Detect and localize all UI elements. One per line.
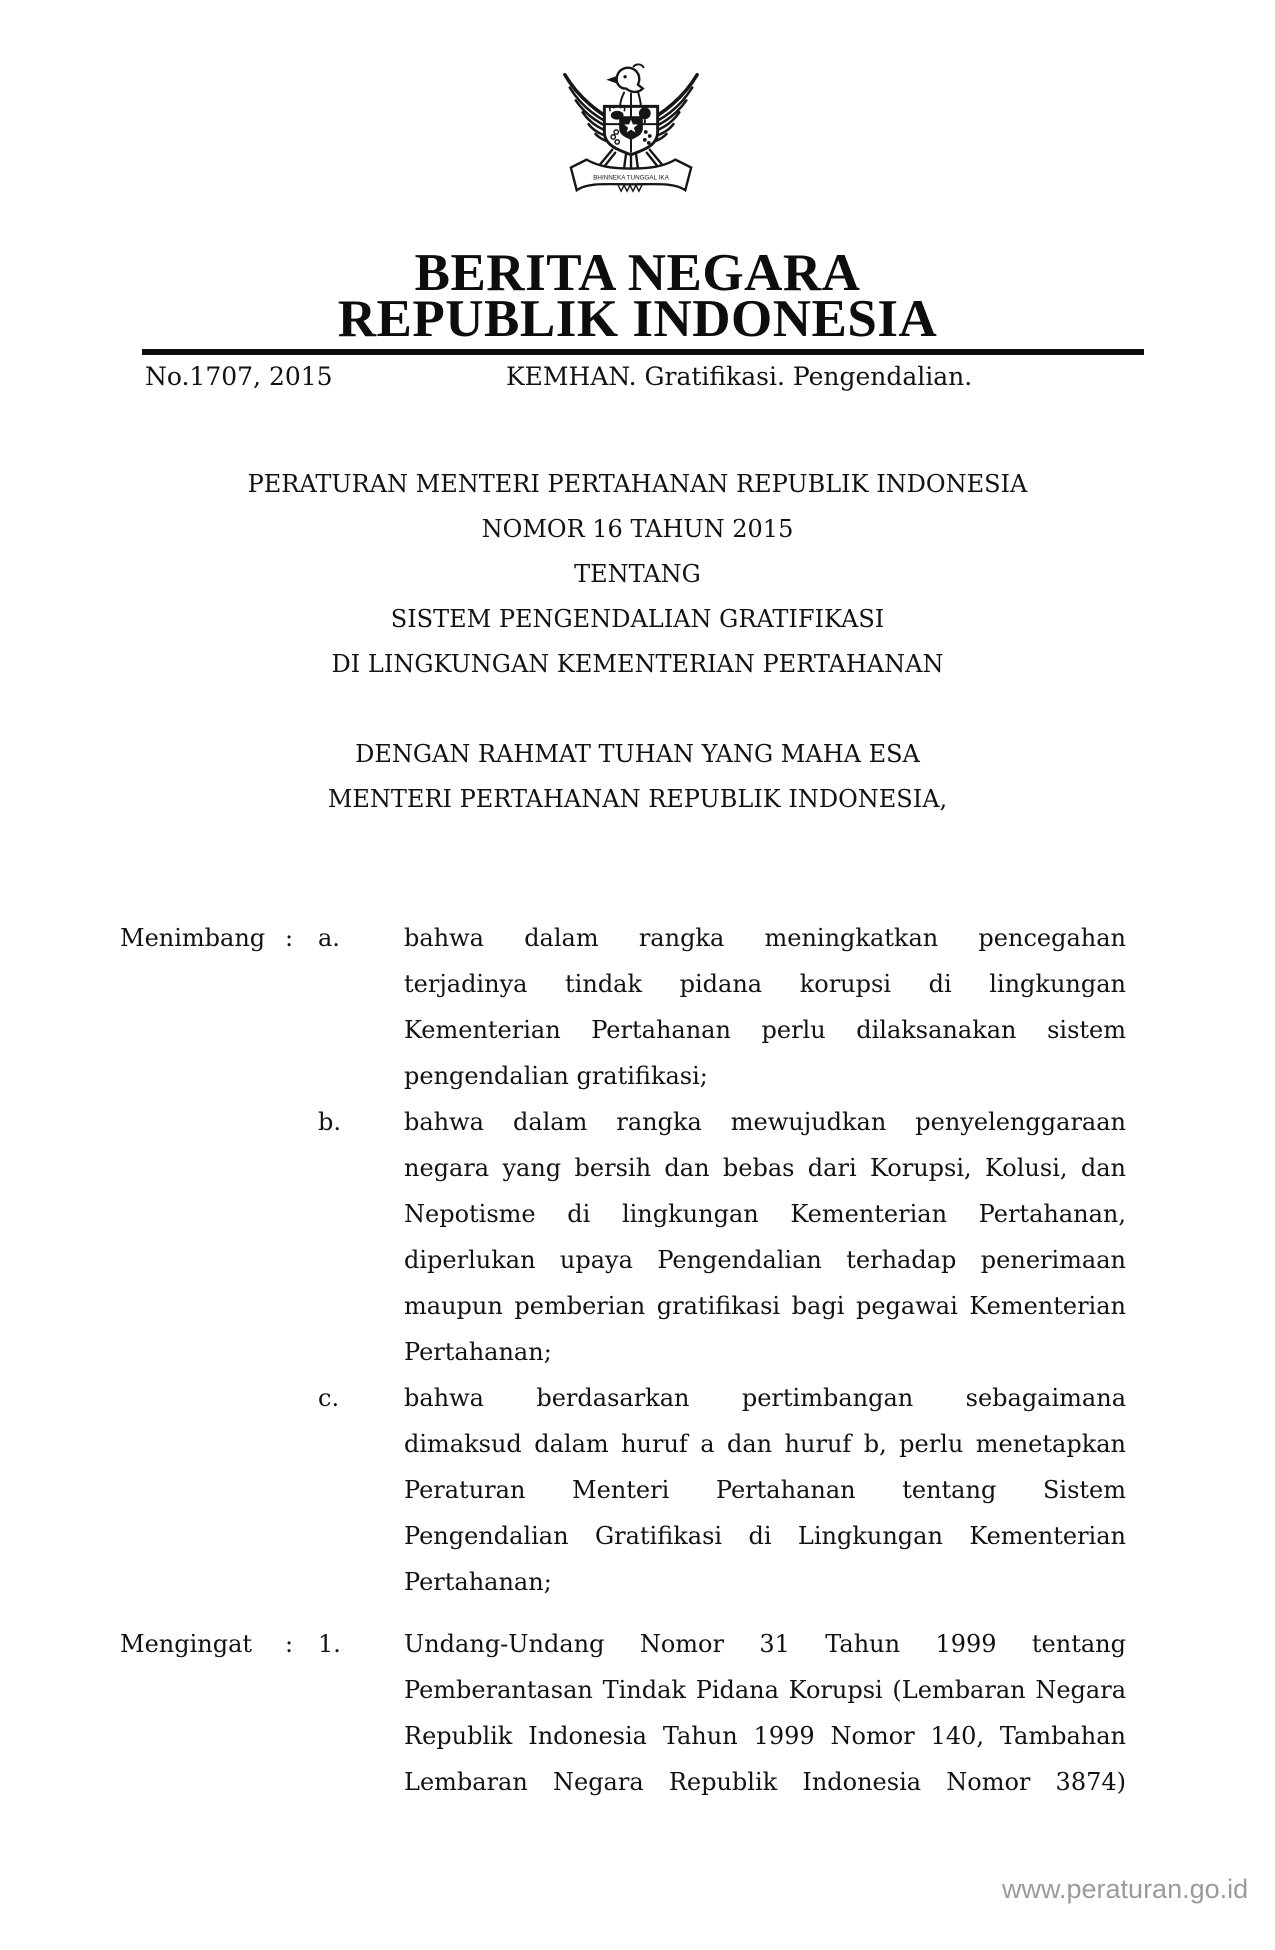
text-line: Pemberantasan Tindak Pidana Korupsi (Lembaran Negara — [404, 1676, 1126, 1704]
item-marker-b: b. — [318, 1108, 341, 1136]
text-line: pengendalian gratifikasi; — [404, 1062, 708, 1090]
text-line: maupun pemberian gratifikasi bagi pegawai Kementerian — [404, 1292, 1126, 1320]
invocation-line1: DENGAN RAHMAT TUHAN YANG MAHA ESA — [355, 740, 920, 768]
invocation-block — [0, 732, 1275, 822]
gazette-subject: KEMHAN. Gratifikasi. Pengendalian. — [506, 362, 973, 391]
text-line: Pertahanan; — [404, 1568, 552, 1596]
text-line: Undang-Undang Nomor 31 Tahun 1999 tentang — [404, 1630, 1126, 1658]
legal-basis-colon: : — [285, 1630, 294, 1658]
text-line: bahwa dalam rangka meningkatkan pencegahan — [404, 924, 1126, 952]
legal-basis-label: Mengingat — [120, 1630, 253, 1658]
masthead-divider-rule — [142, 349, 1144, 355]
text-line: Peraturan Menteri Pertahanan tentang Sistem — [404, 1476, 1126, 1504]
legal-basis-row-1 — [120, 1621, 1126, 1805]
regulation-number-line: NOMOR 16 TAHUN 2015 — [481, 515, 794, 543]
item-body-b — [404, 1099, 1126, 1375]
considerations-row-c — [120, 1375, 1126, 1605]
regulation-subject-line1: SISTEM PENGENDALIAN GRATIFIKASI — [390, 605, 885, 633]
text-line: negara yang bersih dan bebas dari Korupsi, Kolusi, dan — [404, 1154, 1126, 1182]
considerations-row-a — [120, 915, 1126, 1099]
invocation-line2: MENTERI PERTAHANAN REPUBLIK INDONESIA, — [327, 785, 948, 813]
considerations-colon: : — [285, 924, 294, 952]
masthead-title-line1: BERITA NEGARA — [414, 244, 861, 302]
preamble-clauses — [120, 915, 1126, 1805]
regulation-title-line: PERATURAN MENTERI PERTAHANAN REPUBLIK INDONESIA — [247, 470, 1028, 498]
masthead-title — [0, 244, 1275, 348]
considerations-label: Menimbang — [120, 924, 266, 952]
text-line: Pengendalian Gratifikasi di Lingkungan Kementerian — [404, 1522, 1126, 1550]
section-gap — [120, 1605, 1126, 1621]
item-body-1 — [404, 1621, 1126, 1805]
text-line: Pertahanan; — [404, 1338, 552, 1366]
regulation-subject-line2: DI LINGKUNGAN KEMENTERIAN PERTAHANAN — [331, 650, 944, 678]
text-line: Kementerian Pertahanan perlu dilaksanakan sistem — [404, 1016, 1126, 1044]
regulation-title — [0, 462, 1275, 687]
item-body-c — [404, 1375, 1126, 1605]
regulation-tentang-line: TENTANG — [574, 560, 701, 588]
garuda-pancasila-emblem — [557, 58, 705, 208]
text-line: Nepotisme di lingkungan Kementerian Pertahanan, — [404, 1200, 1126, 1228]
text-line: diperlukan upaya Pengendalian terhadap penerimaan — [404, 1246, 1126, 1274]
text-line: Lembaran Negara Republik Indonesia Nomor 3874) — [404, 1768, 1126, 1796]
text-line: bahwa berdasarkan pertimbangan sebagaimana — [404, 1384, 1126, 1412]
garuda-head — [617, 68, 643, 92]
masthead-title-line2: REPUBLIK INDONESIA — [337, 290, 938, 348]
item-marker-1: 1. — [318, 1630, 341, 1658]
item-body-a — [404, 915, 1126, 1099]
motto-text: BHINNEKA TUNGGAL IKA — [593, 174, 669, 182]
gazette-number: No.1707, 2015 — [145, 362, 333, 391]
item-marker-c: c. — [318, 1384, 340, 1412]
considerations-row-b — [120, 1099, 1126, 1375]
text-line: Republik Indonesia Tahun 1999 Nomor 140, Tambahan — [404, 1722, 1126, 1750]
text-line: terjadinya tindak pidana korupsi di lingkungan — [404, 970, 1126, 998]
footer-watermark-url: www.peraturan.go.id — [1002, 1874, 1249, 1904]
item-marker-a: a. — [318, 924, 340, 952]
text-line: bahwa dalam rangka mewujudkan penyelenggaraan — [404, 1108, 1126, 1136]
text-line: dimaksud dalam huruf a dan huruf b, perlu menetapkan — [404, 1430, 1126, 1458]
